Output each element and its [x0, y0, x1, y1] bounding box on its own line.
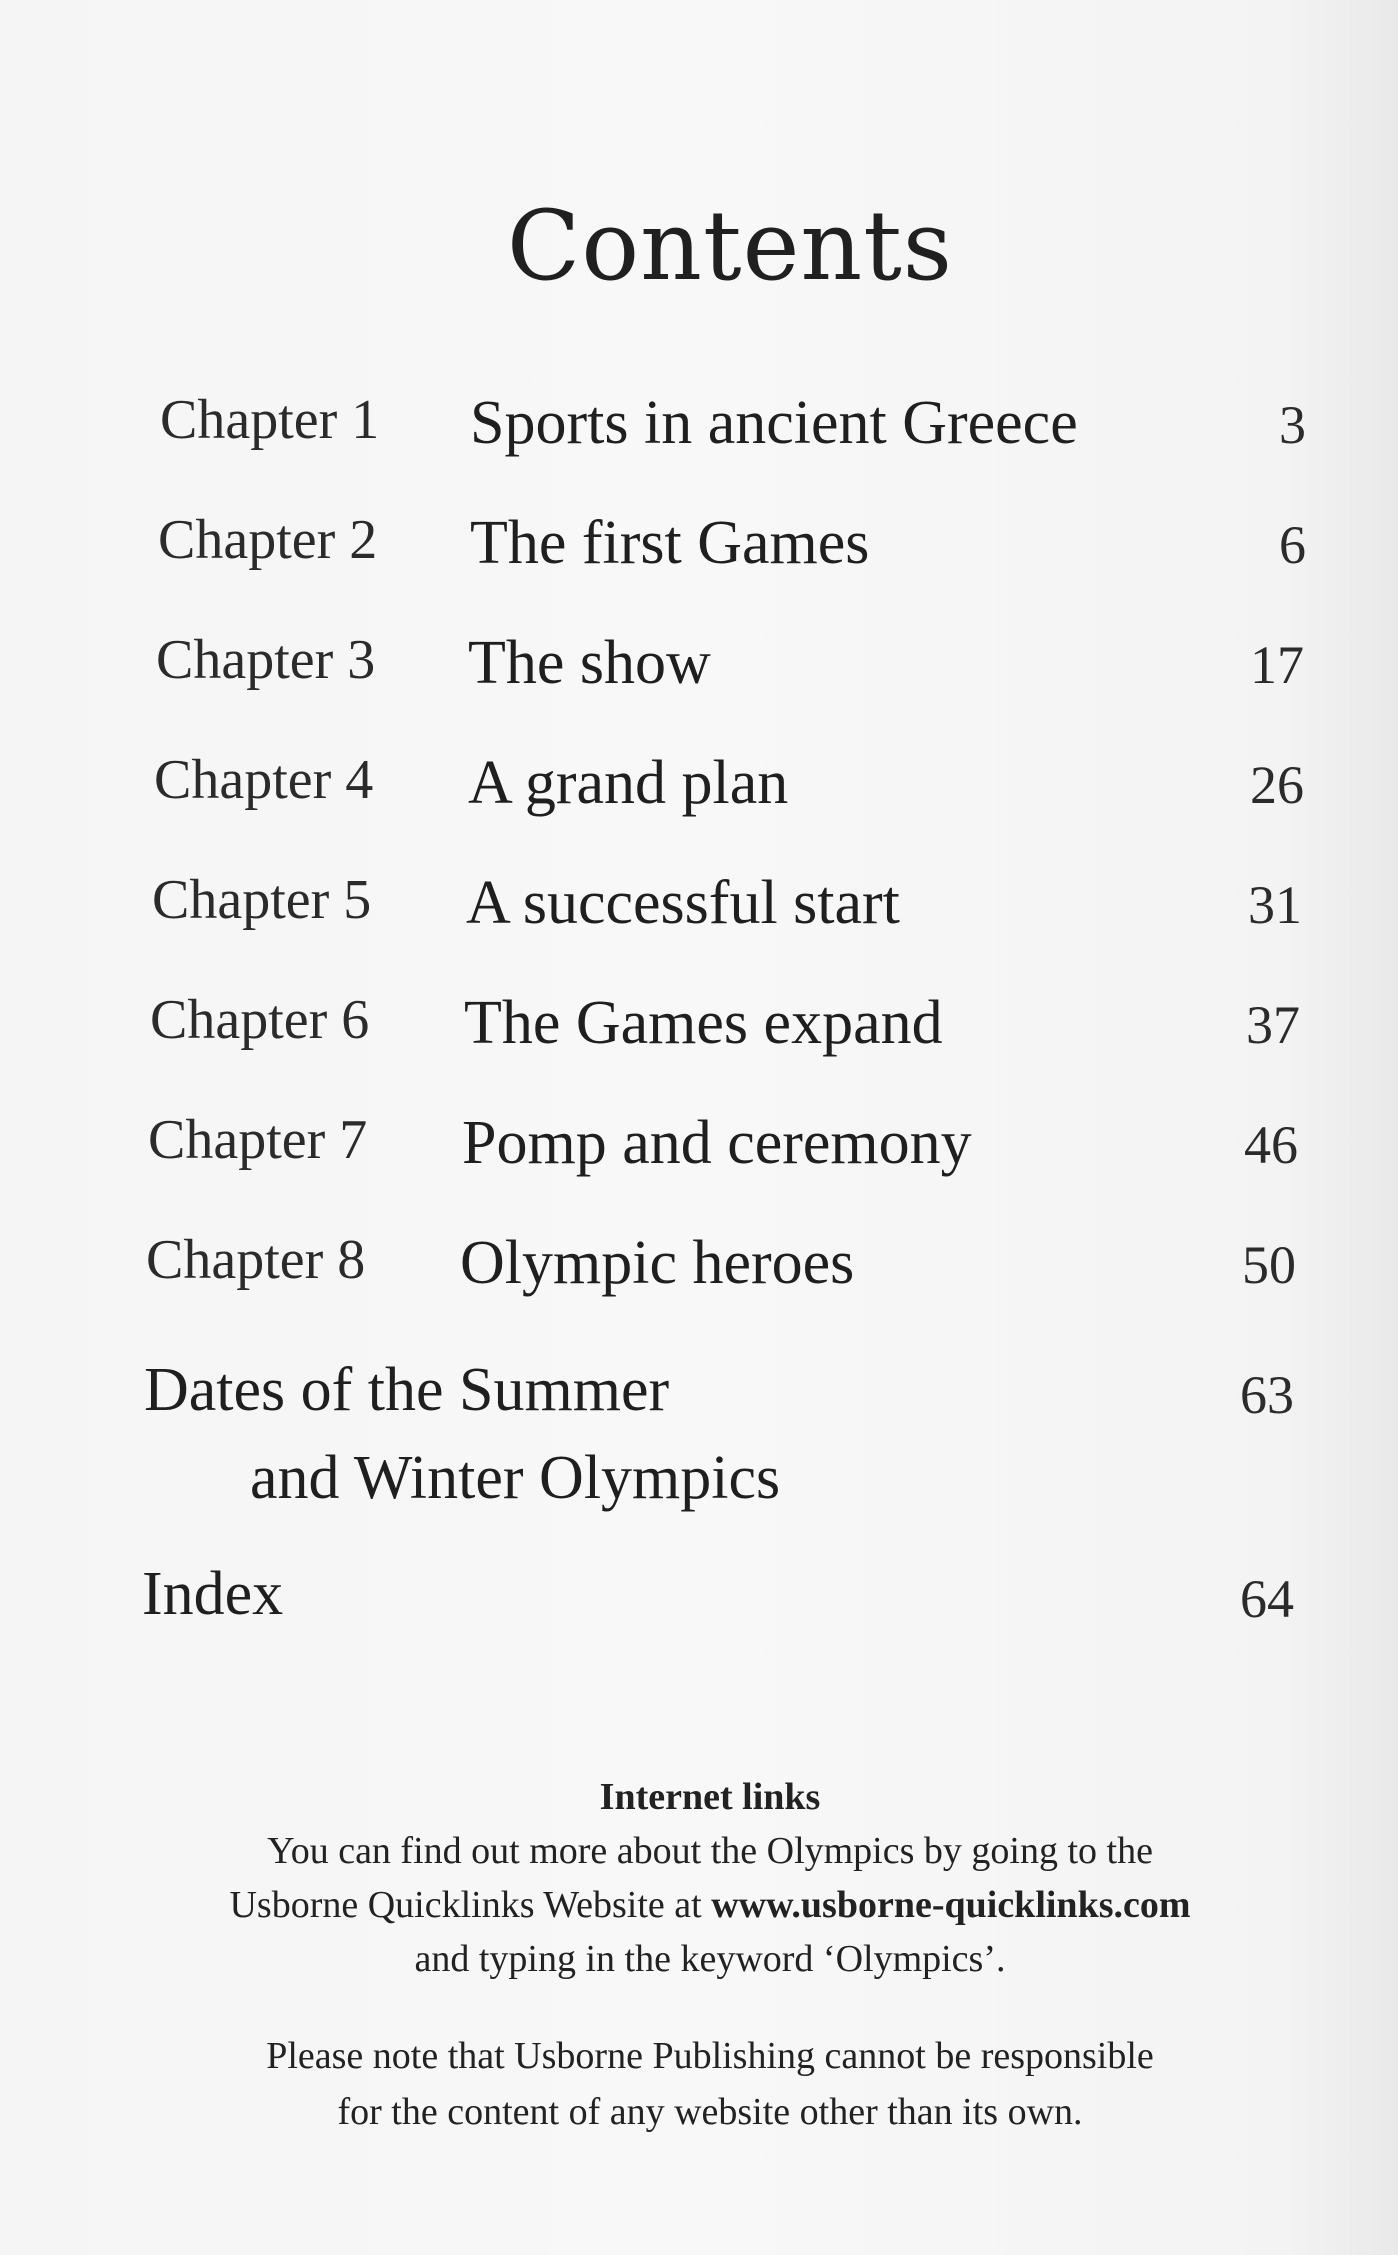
chapter-page-number: 17	[1250, 635, 1304, 695]
chapter-label: Chapter 1	[160, 389, 380, 451]
disclaimer-line-1: Please note that Usborne Publishing cannot be responsible	[266, 2035, 1154, 2077]
disclaimer-line-2: for the content of any website other than its own.	[337, 2091, 1083, 2133]
index-page-number: 64	[1240, 1569, 1294, 1629]
chapter-label: Chapter 4	[154, 749, 374, 811]
internet-links-line-3: and typing in the keyword ‘Olympics’.	[414, 1938, 1006, 1980]
chapter-page-number: 46	[1244, 1115, 1298, 1175]
chapter-page-number: 37	[1246, 995, 1300, 1055]
chapter-label: Chapter 3	[156, 629, 376, 691]
index-label: Index	[142, 1560, 284, 1628]
chapter-title: Pomp and ceremony	[462, 1109, 972, 1177]
toc-row-chapter-3[interactable]	[0, 628, 1398, 708]
toc-row-chapter-8[interactable]	[0, 1228, 1398, 1308]
chapter-page-number: 3	[1279, 395, 1306, 455]
internet-links-line-1: You can find out more about the Olympics by going to the	[267, 1830, 1153, 1872]
dates-title-line-2: and Winter Olympics	[250, 1444, 781, 1512]
internet-links-heading: Internet links	[599, 1776, 821, 1818]
chapter-page-number: 6	[1279, 515, 1306, 575]
chapter-title: The Games expand	[464, 989, 943, 1057]
toc-row-chapter-6[interactable]	[0, 988, 1398, 1068]
chapter-title: Sports in ancient Greece	[470, 389, 1078, 457]
page-title: Contents	[506, 190, 954, 302]
toc-row-dates[interactable]	[0, 1346, 1398, 1526]
chapter-label: Chapter 2	[158, 509, 378, 571]
dates-title-line-1: Dates of the Summer	[144, 1356, 670, 1424]
chapter-page-number: 31	[1248, 875, 1302, 935]
chapter-title: The first Games	[470, 509, 870, 577]
chapter-title: The show	[468, 629, 711, 697]
dates-page-number: 63	[1240, 1365, 1294, 1425]
toc-row-chapter-4[interactable]	[0, 748, 1398, 828]
chapter-title: A grand plan	[468, 749, 789, 817]
chapter-label: Chapter 8	[146, 1229, 366, 1291]
internet-links-line-2	[0, 1878, 1398, 1932]
disclaimer-note	[0, 2028, 1398, 2140]
chapter-page-number: 26	[1250, 755, 1304, 815]
chapter-title: A successful start	[466, 869, 900, 937]
internet-links-line-2-text: Usborne Quicklinks Website at	[229, 1884, 712, 1926]
toc-row-chapter-1[interactable]	[0, 388, 1398, 468]
chapter-label: Chapter 5	[152, 869, 372, 931]
chapter-label: Chapter 6	[150, 989, 370, 1051]
chapter-page-number: 50	[1242, 1235, 1296, 1295]
quicklinks-url-link[interactable]: www.usborne-quicklinks.com	[711, 1884, 1191, 1926]
toc-row-chapter-5[interactable]	[0, 868, 1398, 948]
toc-row-chapter-2[interactable]	[0, 508, 1398, 588]
toc-row-index[interactable]	[0, 1550, 1398, 1630]
internet-links-block	[0, 1770, 1398, 1986]
chapter-label: Chapter 7	[148, 1109, 368, 1171]
toc-row-chapter-7[interactable]	[0, 1108, 1398, 1188]
chapter-title: Olympic heroes	[460, 1229, 855, 1297]
